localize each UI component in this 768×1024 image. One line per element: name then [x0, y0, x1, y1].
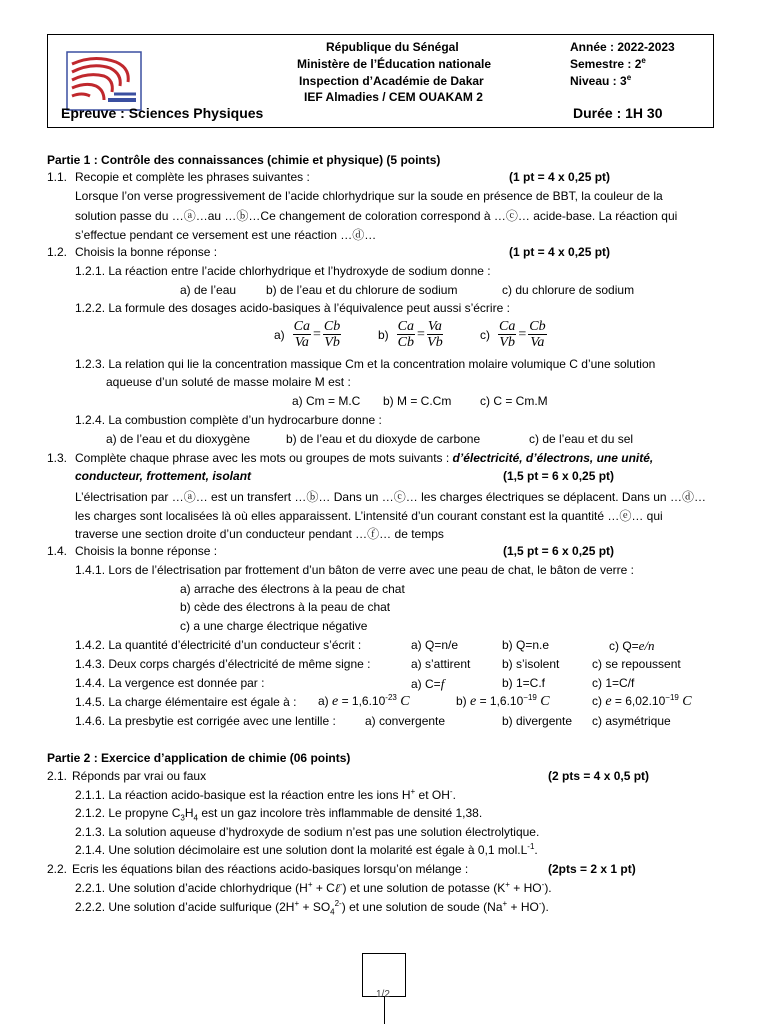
q214-text: 2.1.4. Une solution décimolaire est une solution dont la molarité est égale à 0,1 $mol.L^{-1}$.: [75, 842, 538, 857]
header-inspection: Inspection d’Académie de Dakar: [299, 74, 484, 88]
q146-opt-a: a) convergente: [365, 714, 446, 728]
q11-num: 1.1.: [47, 170, 68, 184]
q146-text: 1.4.6. La presbytie est corrigée avec une lentille :: [75, 714, 336, 728]
q121-opt-a: a) de l’eau: [180, 283, 237, 297]
q213-text: 2.1.3. La solution aqueuse d’hydroxyde de sodium n’est pas une solution électrolytique.: [75, 825, 540, 839]
q13-line3: traverse une section droite d’un conducteur pendant …ⓕ… de temps: [75, 527, 444, 541]
q121-text: 1.2.1. La réaction entre l’acide chlorhydrique et l’hydroxyde de sodium donne :: [75, 264, 491, 278]
q123-line2: aqueuse d’un soluté de masse molaire M est :: [106, 375, 351, 389]
q145-opt-a: a) $e = 1,6.10^{-23}$ C: [318, 693, 410, 709]
q122-opt-b: b) $\frac{Ca}{Cb}$ = $\frac{Va}{Vb}$: [378, 319, 443, 350]
q21-num: 2.1.: [47, 769, 68, 783]
q13-points: (1,5 pt = 6 x 0,25 pt): [503, 469, 615, 483]
header-subject: Epreuve : Sciences Physiques: [61, 105, 264, 121]
q22-num: 2.2.: [47, 862, 68, 876]
q123-line1: 1.2.3. La relation qui lie la concentration massique Cm et la concentration molaire volumique C d’une solution: [75, 357, 656, 371]
q222-text: 2.2.2. Une solution d’acide sulfurique $(2H^+ + SO_4^{2-})$ et une solution de soude (Na+ + HO-).: [75, 899, 549, 917]
q21-points: (2 pts = 4 x 0,5 pt): [548, 769, 650, 783]
part1-title: Partie 1 : Contrôle des connaissances (chimie et physique) (5 points): [47, 153, 441, 167]
q143-opt-a: a) s’attirent: [411, 657, 471, 671]
q122-opt-a: a) $\frac{Ca}{Va}$ = $\frac{Cb}{Vb}$: [274, 319, 341, 350]
q142-opt-c: c) Q=e/n: [609, 638, 655, 653]
q13-num: 1.3.: [47, 451, 68, 465]
q145-opt-b: b) $e = 1,6.10^{-19}$ C: [456, 693, 550, 709]
q221-text: 2.2.1. Une solution d’acide chlorhydrique (H+ + Cℓ-) et une solution de potasse (K+ + HO-).: [75, 880, 552, 895]
page-divider: [384, 997, 385, 1024]
q22-points: (2pts = 2 x 1 pt): [548, 862, 636, 876]
q121-opt-c: c) du chlorure de sodium: [502, 283, 635, 297]
q146-opt-b: b) divergente: [502, 714, 573, 728]
q13-line2: les charges sont localisées là où elles apparaissent. L’intensité d’un courant constant est la quantité …ⓔ… qui: [75, 509, 663, 523]
q141-text: 1.4.1. Lors de l’électrisation par frottement d’un bâton de verre avec une peau de chat, le bâton de verre :: [75, 563, 635, 577]
q146-opt-c: c) asymétrique: [592, 714, 671, 728]
q21-text: Réponds par vrai ou faux: [72, 769, 207, 783]
q13-text: Complète chaque phrase avec les mots ou groupes de mots suivants : d’électricité, d’électrons, une unité,: [75, 451, 654, 465]
header-ief: IEF Almadies / CEM OUAKAM 2: [304, 90, 483, 104]
q124-opt-a: a) de l’eau et du dioxygène: [106, 432, 251, 446]
q123-opt-b: b) M = C.Cm: [383, 394, 452, 408]
q144-opt-a: a) C=f: [411, 676, 445, 691]
q12-text: Choisis la bonne réponse :: [75, 245, 218, 259]
q22-text: Ecris les équations bilan des réactions acido-basiques lorsqu’on mélange :: [72, 862, 469, 876]
header-duration: Durée : 1H 30: [573, 105, 663, 121]
q121-opt-b: b) de l’eau et du chlorure de sodium: [266, 283, 458, 297]
q141-opt-c: c) a une charge électrique négative: [180, 619, 368, 633]
q143-text: 1.4.3. Deux corps chargés d’électricité de même signe :: [75, 657, 371, 671]
q144-text: 1.4.4. La vergence est donnée par :: [75, 676, 265, 690]
q13-words2: conducteur, frottement, isolant: [75, 469, 252, 483]
q11-text: Recopie et complète les phrases suivantes :: [75, 170, 310, 184]
q141-opt-b: b) cède des électrons à la peau de chat: [180, 600, 391, 614]
header-semester: Semestre : 2e: [570, 56, 646, 71]
q142-opt-b: b) Q=n.e: [502, 638, 550, 652]
q142-text: 1.4.2. La quantité d’électricité d’un conducteur s’écrit :: [75, 638, 362, 652]
q141-opt-a: a) arrache des électrons à la peau de chat: [180, 582, 405, 596]
header-ministry: Ministère de l’Éducation nationale: [297, 57, 492, 71]
q14-num: 1.4.: [47, 544, 68, 558]
logo: [64, 50, 144, 112]
q124-text: 1.2.4. La combustion complète d’un hydrocarbure donne :: [75, 413, 382, 427]
q145-text: 1.4.5. La charge élémentaire est égale à :: [75, 695, 297, 709]
q14-text: Choisis la bonne réponse :: [75, 544, 218, 558]
q145-opt-c: c) $e = 6,02.10^{-19}$ C: [592, 693, 692, 709]
q122-text: 1.2.2. La formule des dosages acido-basiques à l’équivalence peut aussi s’écrire :: [75, 301, 510, 315]
q12-points: (1 pt = 4 x 0,25 pt): [509, 245, 611, 259]
q212-text: 2.1.2. Le propyne $C_3H_4$ est un gaz incolore très inflammable de densité 1,38.: [75, 806, 483, 823]
header-country: République du Sénégal: [326, 40, 459, 54]
q123-opt-a: a) Cm = M.C: [292, 394, 361, 408]
header-year: Année : 2022-2023: [570, 40, 675, 54]
part2-title: Partie 2 : Exercice d’application de chimie (06 points): [47, 751, 351, 765]
q12-num: 1.2.: [47, 245, 68, 259]
q11-line3: s’effectue pendant ce versement est une réaction …ⓓ…: [75, 228, 377, 242]
q11-points: (1 pt = 4 x 0,25 pt): [509, 170, 611, 184]
q144-opt-c: c) 1=C/f: [592, 676, 635, 690]
q124-opt-b: b) de l’eau et du dioxyde de carbone: [286, 432, 481, 446]
q143-opt-c: c) se repoussent: [592, 657, 681, 671]
page-number: 1/2: [376, 989, 390, 1000]
q123-opt-c: c) C = Cm.M: [480, 394, 548, 408]
q211-text: 2.1.1. La réaction acido-basique est la réaction entre les ions H+ et OH-.: [75, 787, 456, 802]
q142-opt-a: a) Q=n/e: [411, 638, 459, 652]
q143-opt-b: b) s’isolent: [502, 657, 560, 671]
q13-line1: L’électrisation par …ⓐ… est un transfert …ⓑ… Dans un …ⓒ… les charges électriques se déplacent. Dans un …ⓓ…: [75, 490, 706, 504]
ministry-logo-icon: [64, 50, 144, 112]
q144-opt-b: b) 1=C.f: [502, 676, 546, 690]
q14-points: (1,5 pt = 6 x 0,25 pt): [503, 544, 615, 558]
header-level: Niveau : 3e: [570, 73, 632, 88]
q11-line2: solution passe du …ⓐ…au …ⓑ…Ce changement de coloration correspond à …ⓒ… acide-base. La réaction qui: [75, 209, 678, 223]
q11-line1: Lorsque l’on verse progressivement de l’acide chlorhydrique sur la soude en présence de BBT, la couleur de la: [75, 189, 663, 203]
q122-opt-c: c) $\frac{Ca}{Vb}$ = $\frac{Cb}{Va}$: [480, 319, 546, 350]
q124-opt-c: c) de l’eau et du sel: [529, 432, 634, 446]
